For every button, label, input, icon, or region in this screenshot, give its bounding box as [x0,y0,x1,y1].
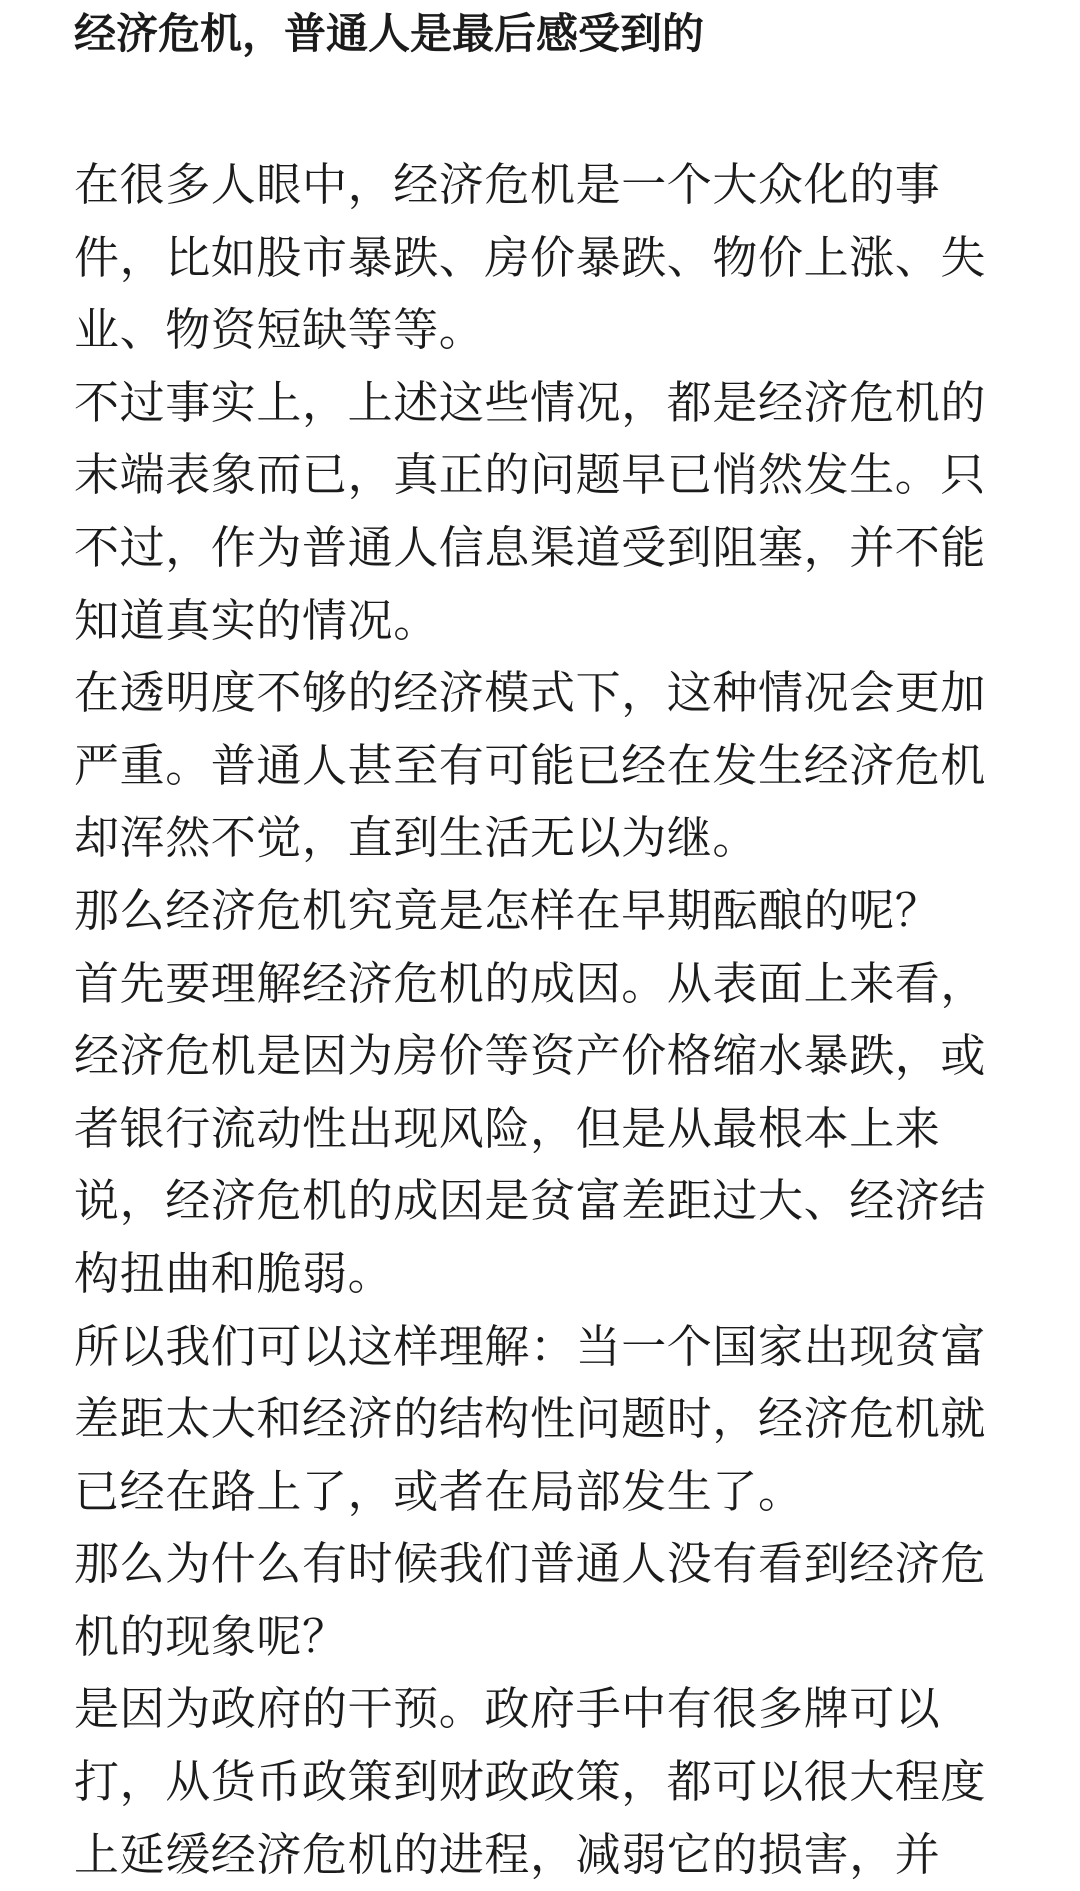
article-paragraph-6: 所以我们可以这样理解：当一个国家出现贫富差距太大和经济的结构性问题时，经济危机就已经在路上了，或者在局部发生了。 [74,1319,987,1518]
article [74,0,1014,1891]
article-body [74,149,1014,1891]
article-paragraph-4: 那么经济危机究竟是怎样在早期酝酿的呢？ [74,883,941,937]
article-paragraph-5: 首先要理解经济危机的成因。从表面上来看，经济危机是因为房价等资产价格缩水暴跌，或者银行流动性出现风险，但是从最根本上来说，经济危机的成因是贫富差距过大、经济结构扭曲和脆弱。 [74,956,987,1300]
article-paragraph-1: 在很多人眼中，经济危机是一个大众化的事件，比如股市暴跌、房价暴跌、物价上涨、失业、物资短缺等等。 [74,158,987,357]
article-paragraph-2: 不过事实上，上述这些情况，都是经济危机的末端表象而已，真正的问题早已悄然发生。只不过，作为普通人信息渠道受到阻塞，并不能知道真实的情况。 [74,375,987,647]
article-paragraph-7: 那么为什么有时候我们普通人没有看到经济危机的现象呢？ [74,1537,987,1663]
article-paragraph-8: 是因为政府的干预。政府手中有很多牌可以打，从货币政策到财政政策，都可以很大程度上延缓经济危机的进程，减弱它的损害，并 [74,1682,987,1881]
article-title: 经济危机，普通人是最后感受到的 [74,9,705,58]
article-paragraph-3: 在透明度不够的经济模式下，这种情况会更加严重。普通人甚至有可能已经在发生经济危机却浑然不觉，直到生活无以为继。 [74,666,987,865]
